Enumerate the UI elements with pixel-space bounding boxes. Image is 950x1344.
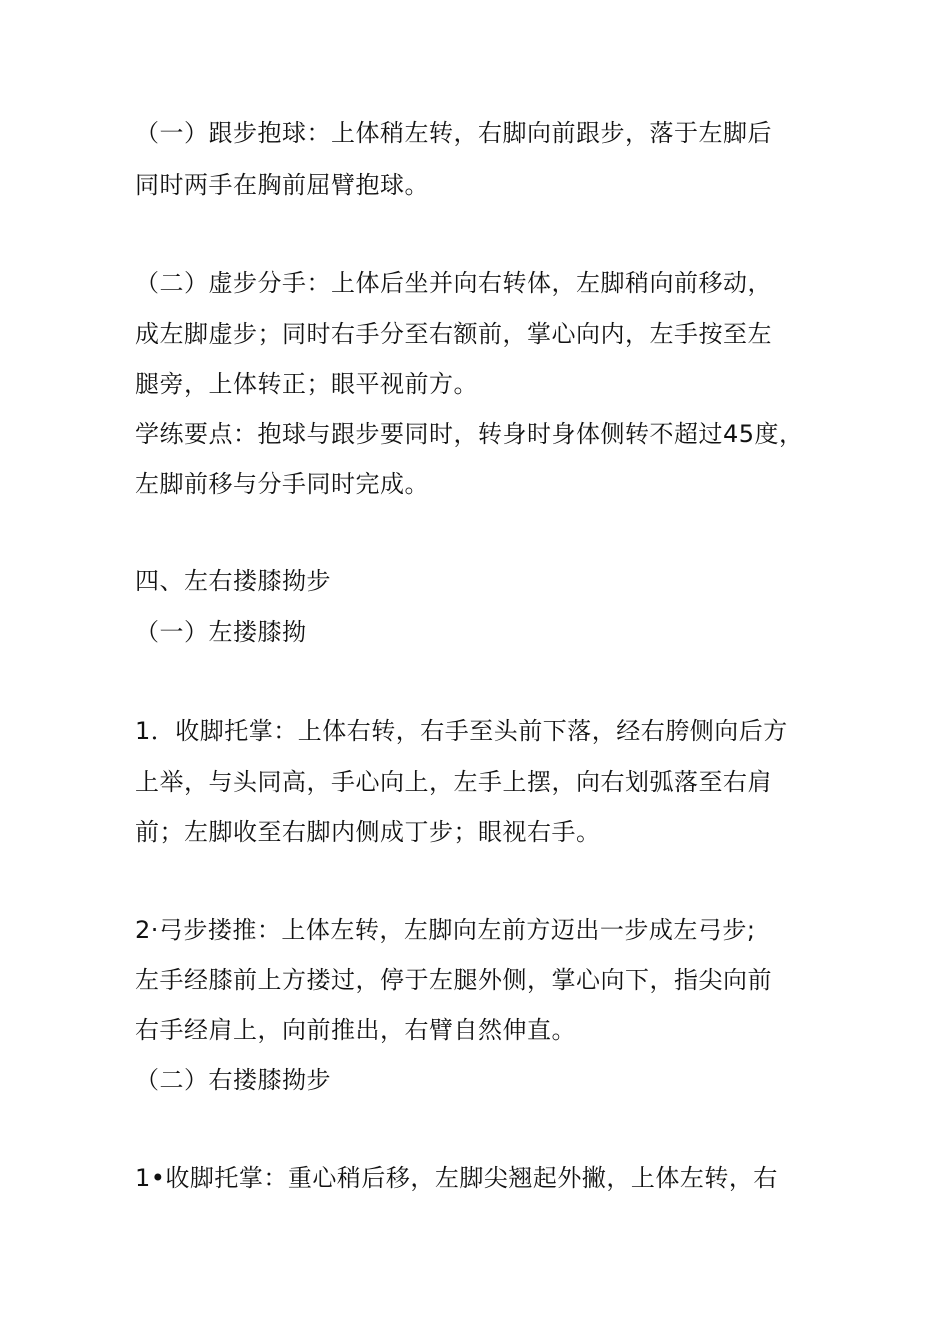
text-line: 右手经肩上，向前推出，右臂自然伸直。 <box>135 1016 576 1044</box>
text-line: 上举，与头同高，手心向上，左手上摆，向右划弧落至右肩 <box>135 768 772 796</box>
text-line: （二）虚步分手：上体后坐并向右转体，左脚稍向前移动， <box>135 269 772 297</box>
section-heading: 四、左右搂膝拗步 <box>135 567 331 595</box>
text-line: 左手经膝前上方搂过，停于左腿外侧，掌心向下，指尖向前 <box>135 966 772 994</box>
subsection-heading: （二）右搂膝拗步 <box>135 1066 331 1094</box>
text-line: 1．收脚托掌：上体右转，右手至头前下落，经右胯侧向后方 <box>135 717 788 745</box>
text-line: 左脚前移与分手同时完成。 <box>135 470 429 498</box>
subsection-heading: （一）左搂膝拗 <box>135 618 307 646</box>
text-line: 前；左脚收至右脚内侧成丁步；眼视右手。 <box>135 818 601 846</box>
text-line: 腿旁，上体转正；眼平视前方。 <box>135 370 478 398</box>
text-line: （一）跟步抱球：上体稍左转，右脚向前跟步，落于左脚后 <box>135 119 772 147</box>
text-line: 2·弓步搂推：上体左转，左脚向左前方迈出一步成左弓步; <box>135 916 756 944</box>
text-line: 1•收脚托掌：重心稍后移，左脚尖翘起外撇，上体左转，右 <box>135 1164 778 1192</box>
text-line: 学练要点：抱球与跟步要同时，转身时身体侧转不超过45度， <box>135 420 804 448</box>
text-line: 成左脚虚步；同时右手分至右额前，掌心向内，左手按至左 <box>135 320 772 348</box>
text-line: 同时两手在胸前屈臂抱球。 <box>135 171 429 199</box>
